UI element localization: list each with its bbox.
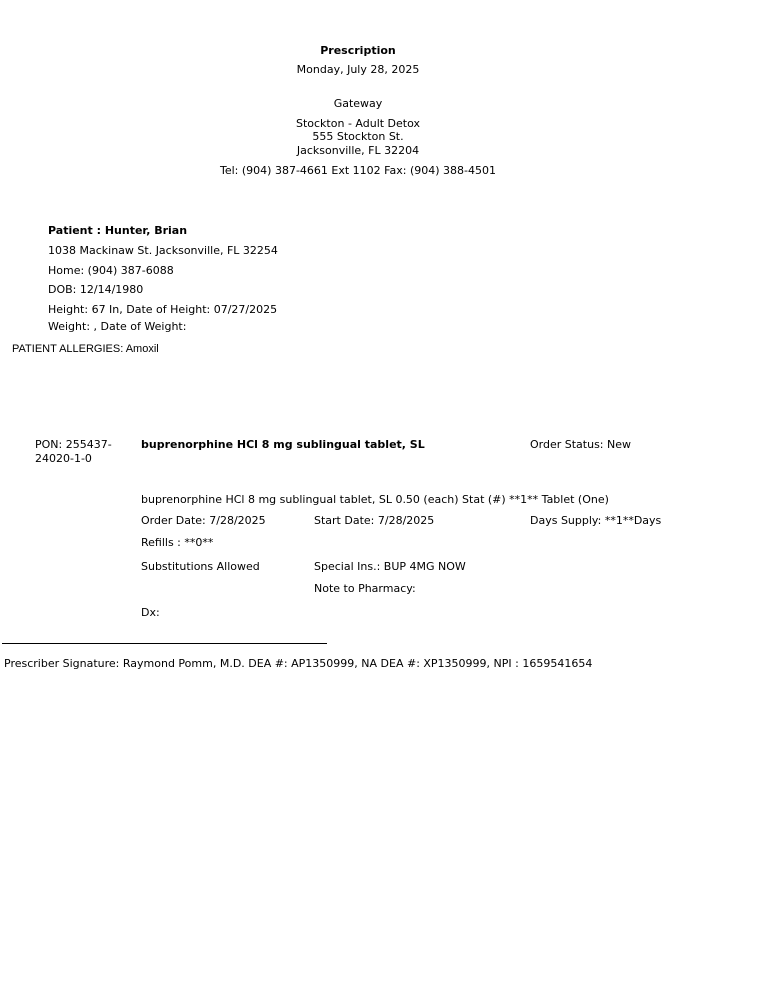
patient-name: Patient : Hunter, Brian: [48, 224, 188, 237]
patient-allergies: PATIENT ALLERGIES: Amoxil: [12, 343, 159, 355]
prescriber-signature: Prescriber Signature: Raymond Pomm, M.D. DEA #: AP1350999, NA DEA #: XP1350999, NPI : 1659541654: [4, 657, 593, 670]
order-pon: PON: 255437-24020-1-0: [35, 438, 112, 465]
refills: Refills : **0**: [141, 536, 214, 549]
patient-height: Height: 67 In, Date of Height: 07/27/2025: [48, 303, 278, 316]
facility-contact: Tel: (904) 387-4661 Ext 1102 Fax: (904) 388-4501: [220, 164, 496, 177]
special-instructions: Special Ins.: BUP 4MG NOW: [314, 560, 466, 573]
note-to-pharmacy: Note to Pharmacy:: [314, 582, 416, 595]
order-date: Order Date: 7/28/2025: [141, 514, 266, 527]
drug-name: buprenorphine HCl 8 mg sublingual tablet, SL: [141, 438, 425, 451]
days-supply: Days Supply: **1**Days: [530, 514, 662, 527]
diagnosis: Dx:: [141, 606, 160, 619]
facility-name: Stockton - Adult Detox: [295, 117, 421, 130]
document-date: Monday, July 28, 2025: [296, 63, 420, 76]
patient-address: 1038 Mackinaw St. Jacksonville, FL 32254: [48, 244, 278, 257]
start-date: Start Date: 7/28/2025: [314, 514, 435, 527]
order-status: Order Status: New: [530, 438, 632, 451]
patient-dob: DOB: 12/14/1980: [48, 283, 144, 296]
order-sig: buprenorphine HCl 8 mg sublingual tablet, SL 0.50 (each) Stat (#) **1** Tablet (One): [141, 493, 609, 506]
organization-name: Gateway: [333, 97, 383, 110]
document-title: Prescription: [320, 44, 396, 57]
facility-address-line1: 555 Stockton St.: [312, 130, 404, 143]
patient-home-phone: Home: (904) 387-6088: [48, 264, 174, 277]
substitutions: Substitutions Allowed: [141, 560, 260, 573]
patient-weight: Weight: , Date of Weight:: [48, 320, 187, 333]
signature-line: [2, 643, 327, 644]
facility-address-line2: Jacksonville, FL 32204: [296, 144, 420, 157]
